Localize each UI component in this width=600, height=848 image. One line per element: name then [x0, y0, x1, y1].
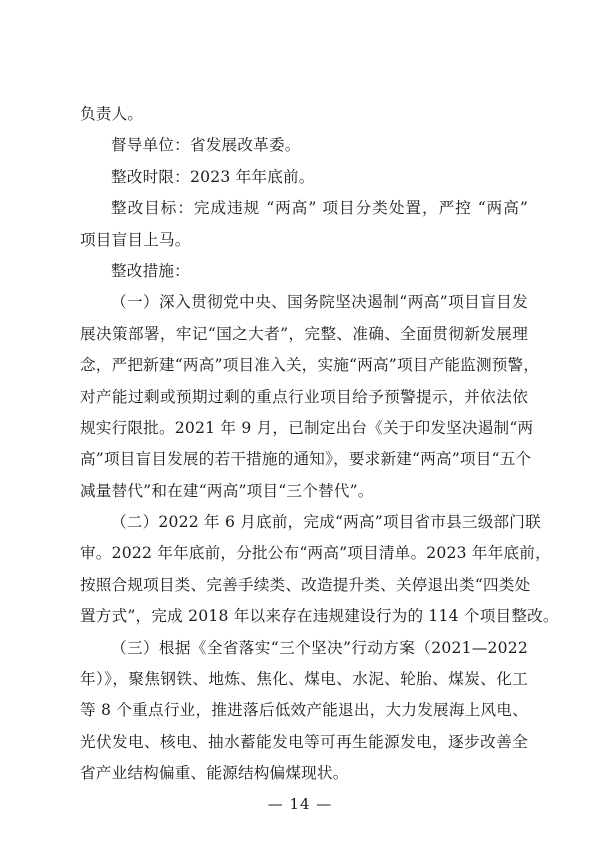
- text-line: 年）》，聚焦钢铁、地炼、焦化、煤电、水泥、轮胎、煤炭、化工: [80, 670, 528, 689]
- text-line: 按照合规项目类、完善手续类、改造提升类、关停退出类“四类处: [80, 575, 531, 594]
- text-line: 光伏发电、核电、抽水蓄能发电等可再生能源发电，逐步改善全: [80, 732, 528, 751]
- text-line: （一）深入贯彻党中央、国务院坚决遏制“两高”项目盲目发: [111, 293, 528, 312]
- text-line: 项目盲目上马。: [80, 230, 191, 249]
- text-line: 整改措施：: [111, 261, 190, 280]
- document-body: [80, 99, 559, 790]
- text-line: （二）2022 年 6 月底前，完成“两高”项目省市县三级部门联: [111, 513, 541, 532]
- text-line: 等 8 个重点行业，推进落后低效产能退出，大力发展海上风电、: [80, 701, 528, 720]
- text-line: 置方式”，完成 2018 年以来存在违规建设行为的 114 个项目整改。: [80, 607, 559, 626]
- text-line: 省产业结构偏重、能源结构偏煤现状。: [80, 764, 349, 783]
- text-line: 督导单位：省发展改革委。: [111, 136, 301, 155]
- text-line: （三）根据《全省落实“三个坚决”行动方案（2021—2022: [111, 638, 528, 657]
- text-line: 高”项目盲目发展的若干措施的通知》，要求新建“两高”项目“五个: [80, 450, 532, 469]
- text-line: 展决策部署，牢记“国之大者”，完整、准确、全面贯彻新发展理: [80, 324, 528, 343]
- text-line: 对产能过剩或预期过剩的重点行业项目给予预警提示，并依法依: [80, 387, 528, 406]
- text-line: 整改时限：2023 年年底前。: [111, 167, 315, 186]
- page-number: — 14 —: [267, 795, 333, 813]
- text-line: 审。2022 年年底前，分批公布“两高”项目清单。2023 年年底前，: [80, 544, 551, 563]
- text-line: 负责人。: [80, 105, 144, 123]
- text-line: 规实行限批。2021 年 9 月，已制定出台《关于印发坚决遏制“两: [80, 418, 534, 437]
- text-line: 整改目标：完成违规 “两高” 项目分类处置，严控 “两高”: [111, 199, 528, 218]
- text-line: 减量替代”和在建“两高”项目“三个替代”。: [80, 481, 374, 500]
- text-line: 念，严把新建“两高”项目准入关，实施“两高”项目产能监测预警，: [80, 356, 540, 375]
